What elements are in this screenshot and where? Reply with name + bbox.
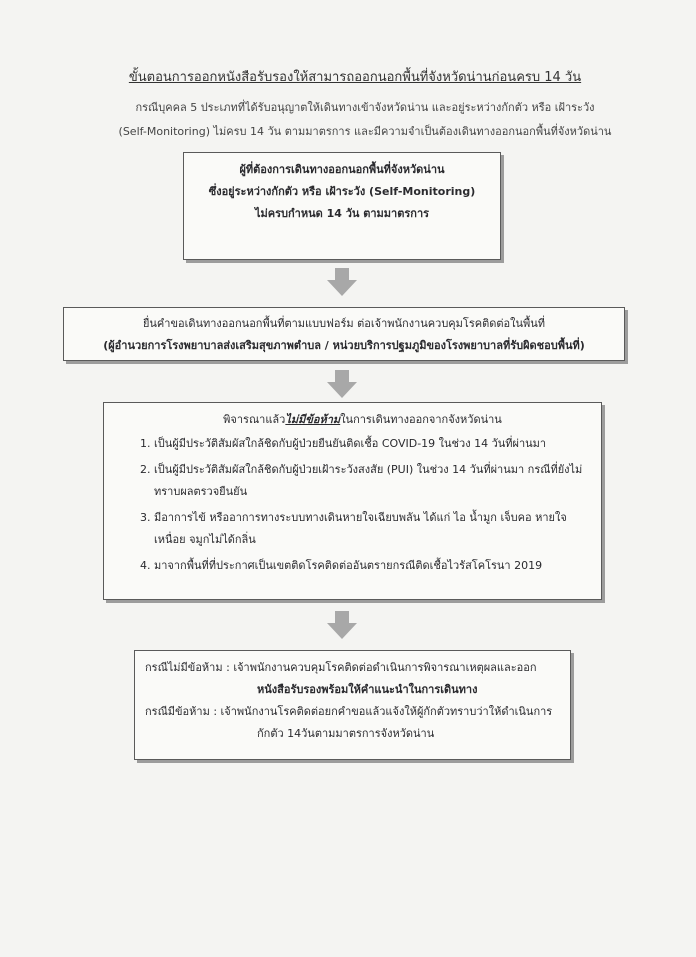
step-box-outcome <box>134 650 571 760</box>
consideration-heading <box>134 409 591 431</box>
case2-line-1: : เจ้าพนักงานโรคติดต่อยกคำขอแล้วแจ้งให้ผู้กักตัวทราบว่าให้ดำเนินการ <box>213 705 553 718</box>
case1-line-2: หนังสือรับรองพร้อมให้คำแนะนำในการเดินทาง <box>257 683 478 696</box>
case2-line-2: กักตัว 14วันตามมาตรการจังหวัดน่าน <box>257 727 435 740</box>
box2-line-1: ยื่นคำขอเดินทางออกนอกพื้นที่ตามแบบฟอร์ม ต่อเจ้าพนักงานควบคุมโรคติดต่อในพื้นที่ <box>142 317 546 330</box>
down-arrow-icon <box>327 611 357 639</box>
step-box-consideration <box>103 402 602 600</box>
intro-text <box>70 96 660 144</box>
box1-line-1: ผู้ที่ต้องการเดินทางออกนอกพื้นที่จังหวัดน่าน <box>239 163 445 176</box>
prohibition-list <box>134 433 591 577</box>
heading-prefix: พิจารณาแล้ว <box>223 413 286 426</box>
intro-line-2: (Self-Monitoring) ไม่ครบ 14 วัน ตามมาตรการ และมีความจำเป็นต้องเดินทางออกนอกพื้นที่จังหวัดน่าน <box>118 125 612 138</box>
case-no-prohibition <box>145 657 560 701</box>
intro-line-1: กรณีบุคคล 5 ประเภทที่ได้รับอนุญาตให้เดินทางเข้าจังหวัดน่าน และอยู่ระหว่างกักตัว หรือ เฝ้าระวัง <box>135 101 595 114</box>
box1-line-3: ไม่ครบกำหนด 14 วัน ตามมาตรการ <box>254 207 430 220</box>
list-item: 4. มาจากพื้นที่ที่ประกาศเป็นเขตติดโรคติดต่ออันตรายกรณีติดเชื้อไวรัสโคโรนา 2019 <box>154 555 591 577</box>
down-arrow-icon <box>327 370 357 398</box>
step-box-submit-request <box>63 307 625 361</box>
box2-line-2: (ผู้อำนวยการโรงพยาบาลส่งเสริมสุขภาพตำบล / หน่วยบริการปฐมภูมิของโรงพยาบาลที่รับผิดชอบพื้นที่) <box>103 339 585 352</box>
list-item: 1. เป็นผู้มีประวัติสัมผัสใกล้ชิดกับผู้ป่วยยืนยันติดเชื้อ COVID-19 ในช่วง 14 วันที่ผ่านมา <box>154 433 591 455</box>
step-box-applicant <box>183 152 501 260</box>
heading-suffix: ในการเดินทางออกจากจังหวัดน่าน <box>340 413 502 426</box>
case2-label: กรณีมีข้อห้าม <box>145 705 210 718</box>
case1-line-1: : เจ้าพนักงานควบคุมโรคติดต่อดำเนินการพิจารณาเหตุผลและออก <box>226 661 537 674</box>
down-arrow-icon <box>327 268 357 296</box>
list-item: 3. มีอาการไข้ หรืออาการทางระบบทางเดินหายใจเฉียบพลัน ได้แก่ ไอ น้ำมูก เจ็บคอ หายใจเหนื่อย จมูกไม่ได้กลิ่น <box>154 507 591 551</box>
case1-label: กรณีไม่มีข้อห้าม <box>145 661 223 674</box>
case-prohibition <box>145 701 560 745</box>
page-title: ขั้นตอนการออกหนังสือรับรองให้สามารถออกนอกพื้นที่จังหวัดน่านก่อนครบ 14 วัน <box>128 70 582 85</box>
heading-underlined: ไม่มีข้อห้าม <box>285 413 341 426</box>
box1-line-2: ซึ่งอยู่ระหว่างกักตัว หรือ เฝ้าระวัง (Self-Monitoring) <box>208 185 476 198</box>
list-item: 2. เป็นผู้มีประวัติสัมผัสใกล้ชิดกับผู้ป่วยเฝ้าระวังสงสัย (PUI) ในช่วง 14 วันที่ผ่านมา กรณีที่ยังไม่ทราบผลตรวจยืนยัน <box>154 459 591 503</box>
